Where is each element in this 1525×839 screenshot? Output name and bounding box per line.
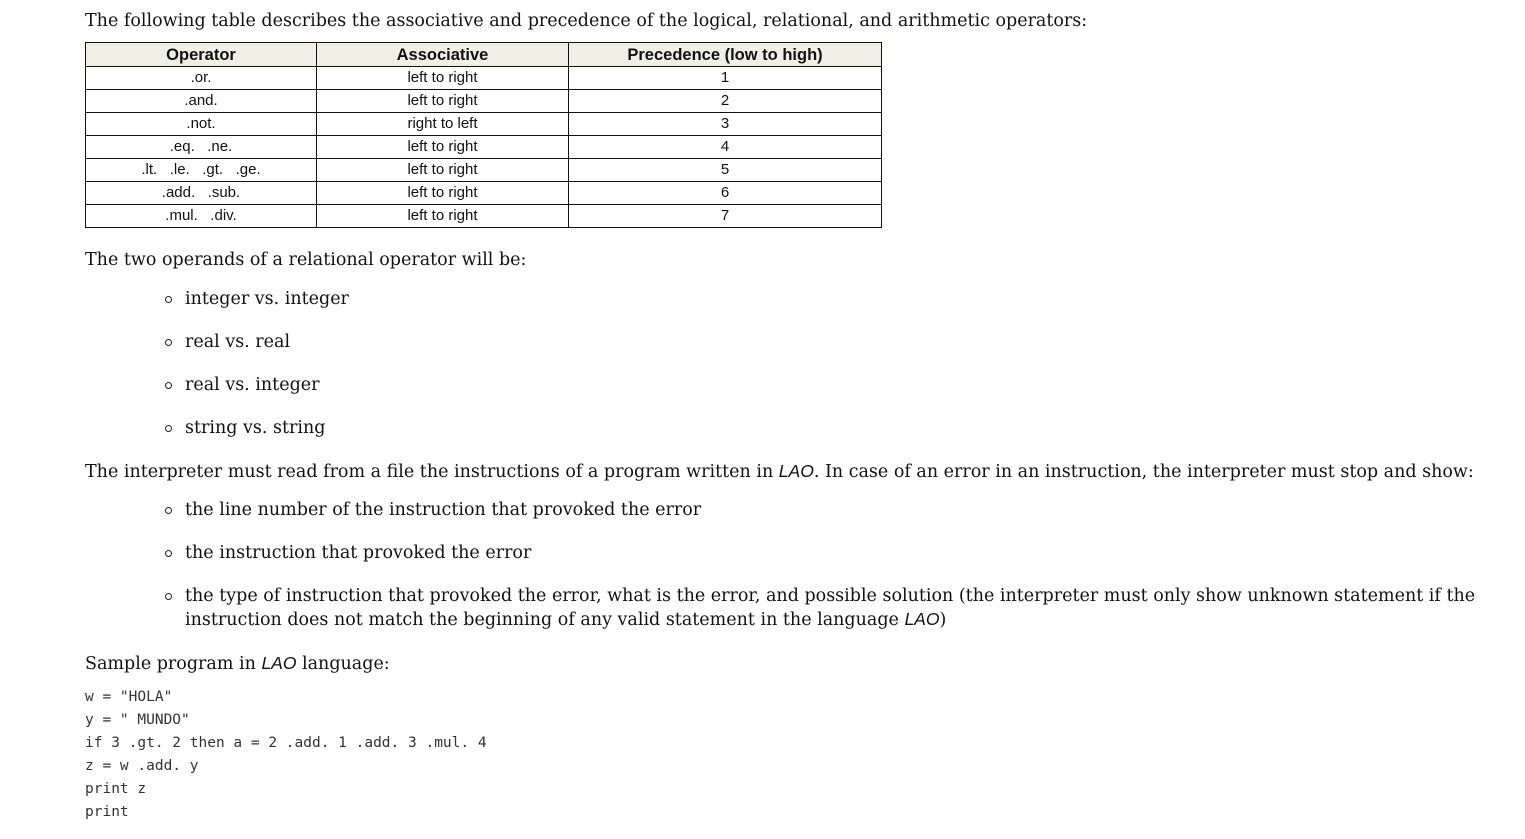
operator-cell: .or. xyxy=(86,67,317,90)
list-item: string vs. string xyxy=(165,417,1525,440)
error-item3-close: ) xyxy=(939,610,947,630)
sample-heading xyxy=(85,651,1525,676)
precedence-cell: 5 xyxy=(569,159,882,182)
operator-cell: .eq. .ne. xyxy=(86,136,317,159)
list-item: real vs. real xyxy=(165,331,1525,354)
list-item: integer vs. integer xyxy=(165,288,1525,311)
error-text-after: . In case of an error in an instruction, the interpreter must stop and show: xyxy=(813,462,1474,482)
operator-cell: .and. xyxy=(86,90,317,113)
list-item: real vs. integer xyxy=(165,374,1525,397)
column-header-precedence: Precedence (low to high) xyxy=(569,43,882,67)
operator-cell: .not. xyxy=(86,113,317,136)
precedence-cell: 4 xyxy=(569,136,882,159)
language-name: LAO xyxy=(261,653,297,673)
column-header-operator: Operator xyxy=(86,43,317,67)
table-row xyxy=(86,159,882,182)
table-header-row xyxy=(86,43,882,67)
precedence-cell: 6 xyxy=(569,182,882,205)
operator-cell: .lt. .le. .gt. .ge. xyxy=(86,159,317,182)
table-row xyxy=(86,205,882,228)
operand-types-list xyxy=(165,288,1525,440)
operator-cell: .mul. .div. xyxy=(86,205,317,228)
table-row xyxy=(86,136,882,159)
associative-cell: right to left xyxy=(317,113,569,136)
list-item: the instruction that provoked the error xyxy=(165,542,1525,565)
associative-cell: left to right xyxy=(317,205,569,228)
precedence-cell: 2 xyxy=(569,90,882,113)
code-line: print xyxy=(85,804,129,820)
precedence-cell: 3 xyxy=(569,113,882,136)
table-row xyxy=(86,113,882,136)
table-row xyxy=(86,182,882,205)
code-line: print z xyxy=(85,781,147,797)
error-paragraph xyxy=(85,459,1525,484)
error-info-list xyxy=(165,499,1525,632)
precedence-cell: 1 xyxy=(569,67,882,90)
column-header-associative: Associative xyxy=(317,43,569,67)
code-line: y = " MUNDO" xyxy=(85,712,190,728)
operator-cell: .add. .sub. xyxy=(86,182,317,205)
sample-text-after: language: xyxy=(296,654,390,674)
associative-cell: left to right xyxy=(317,159,569,182)
sample-text-before: Sample program in xyxy=(85,654,262,674)
code-line: w = "HOLA" xyxy=(85,689,173,705)
error-item3-text: the type of instruction that provoked the error, what is the error, and possible solution (the interpreter must only show unknown statement if the instruction does not match the beginning of any valid statement in the language xyxy=(185,586,1476,630)
intro-paragraph: The following table describes the associative and precedence of the logical, relational, and arithmetic operators: xyxy=(85,11,1088,31)
list-item xyxy=(165,585,1525,632)
operands-intro-paragraph: The two operands of a relational operator will be: xyxy=(85,250,527,270)
associative-cell: left to right xyxy=(317,182,569,205)
language-name: LAO xyxy=(904,609,940,629)
precedence-cell: 7 xyxy=(569,205,882,228)
code-line: z = w .add. y xyxy=(85,758,199,774)
code-line: if 3 .gt. 2 then a = 2 .add. 1 .add. 3 .mul. 4 xyxy=(85,735,487,751)
associative-cell: left to right xyxy=(317,67,569,90)
language-name: LAO xyxy=(778,461,814,481)
sample-code-block xyxy=(85,686,1525,824)
associative-cell: left to right xyxy=(317,136,569,159)
operator-precedence-table xyxy=(85,42,882,228)
associative-cell: left to right xyxy=(317,90,569,113)
error-text-before: The interpreter must read from a file the instructions of a program written in xyxy=(85,462,779,482)
table-row xyxy=(86,67,882,90)
list-item: the line number of the instruction that provoked the error xyxy=(165,499,1525,522)
table-row xyxy=(86,90,882,113)
